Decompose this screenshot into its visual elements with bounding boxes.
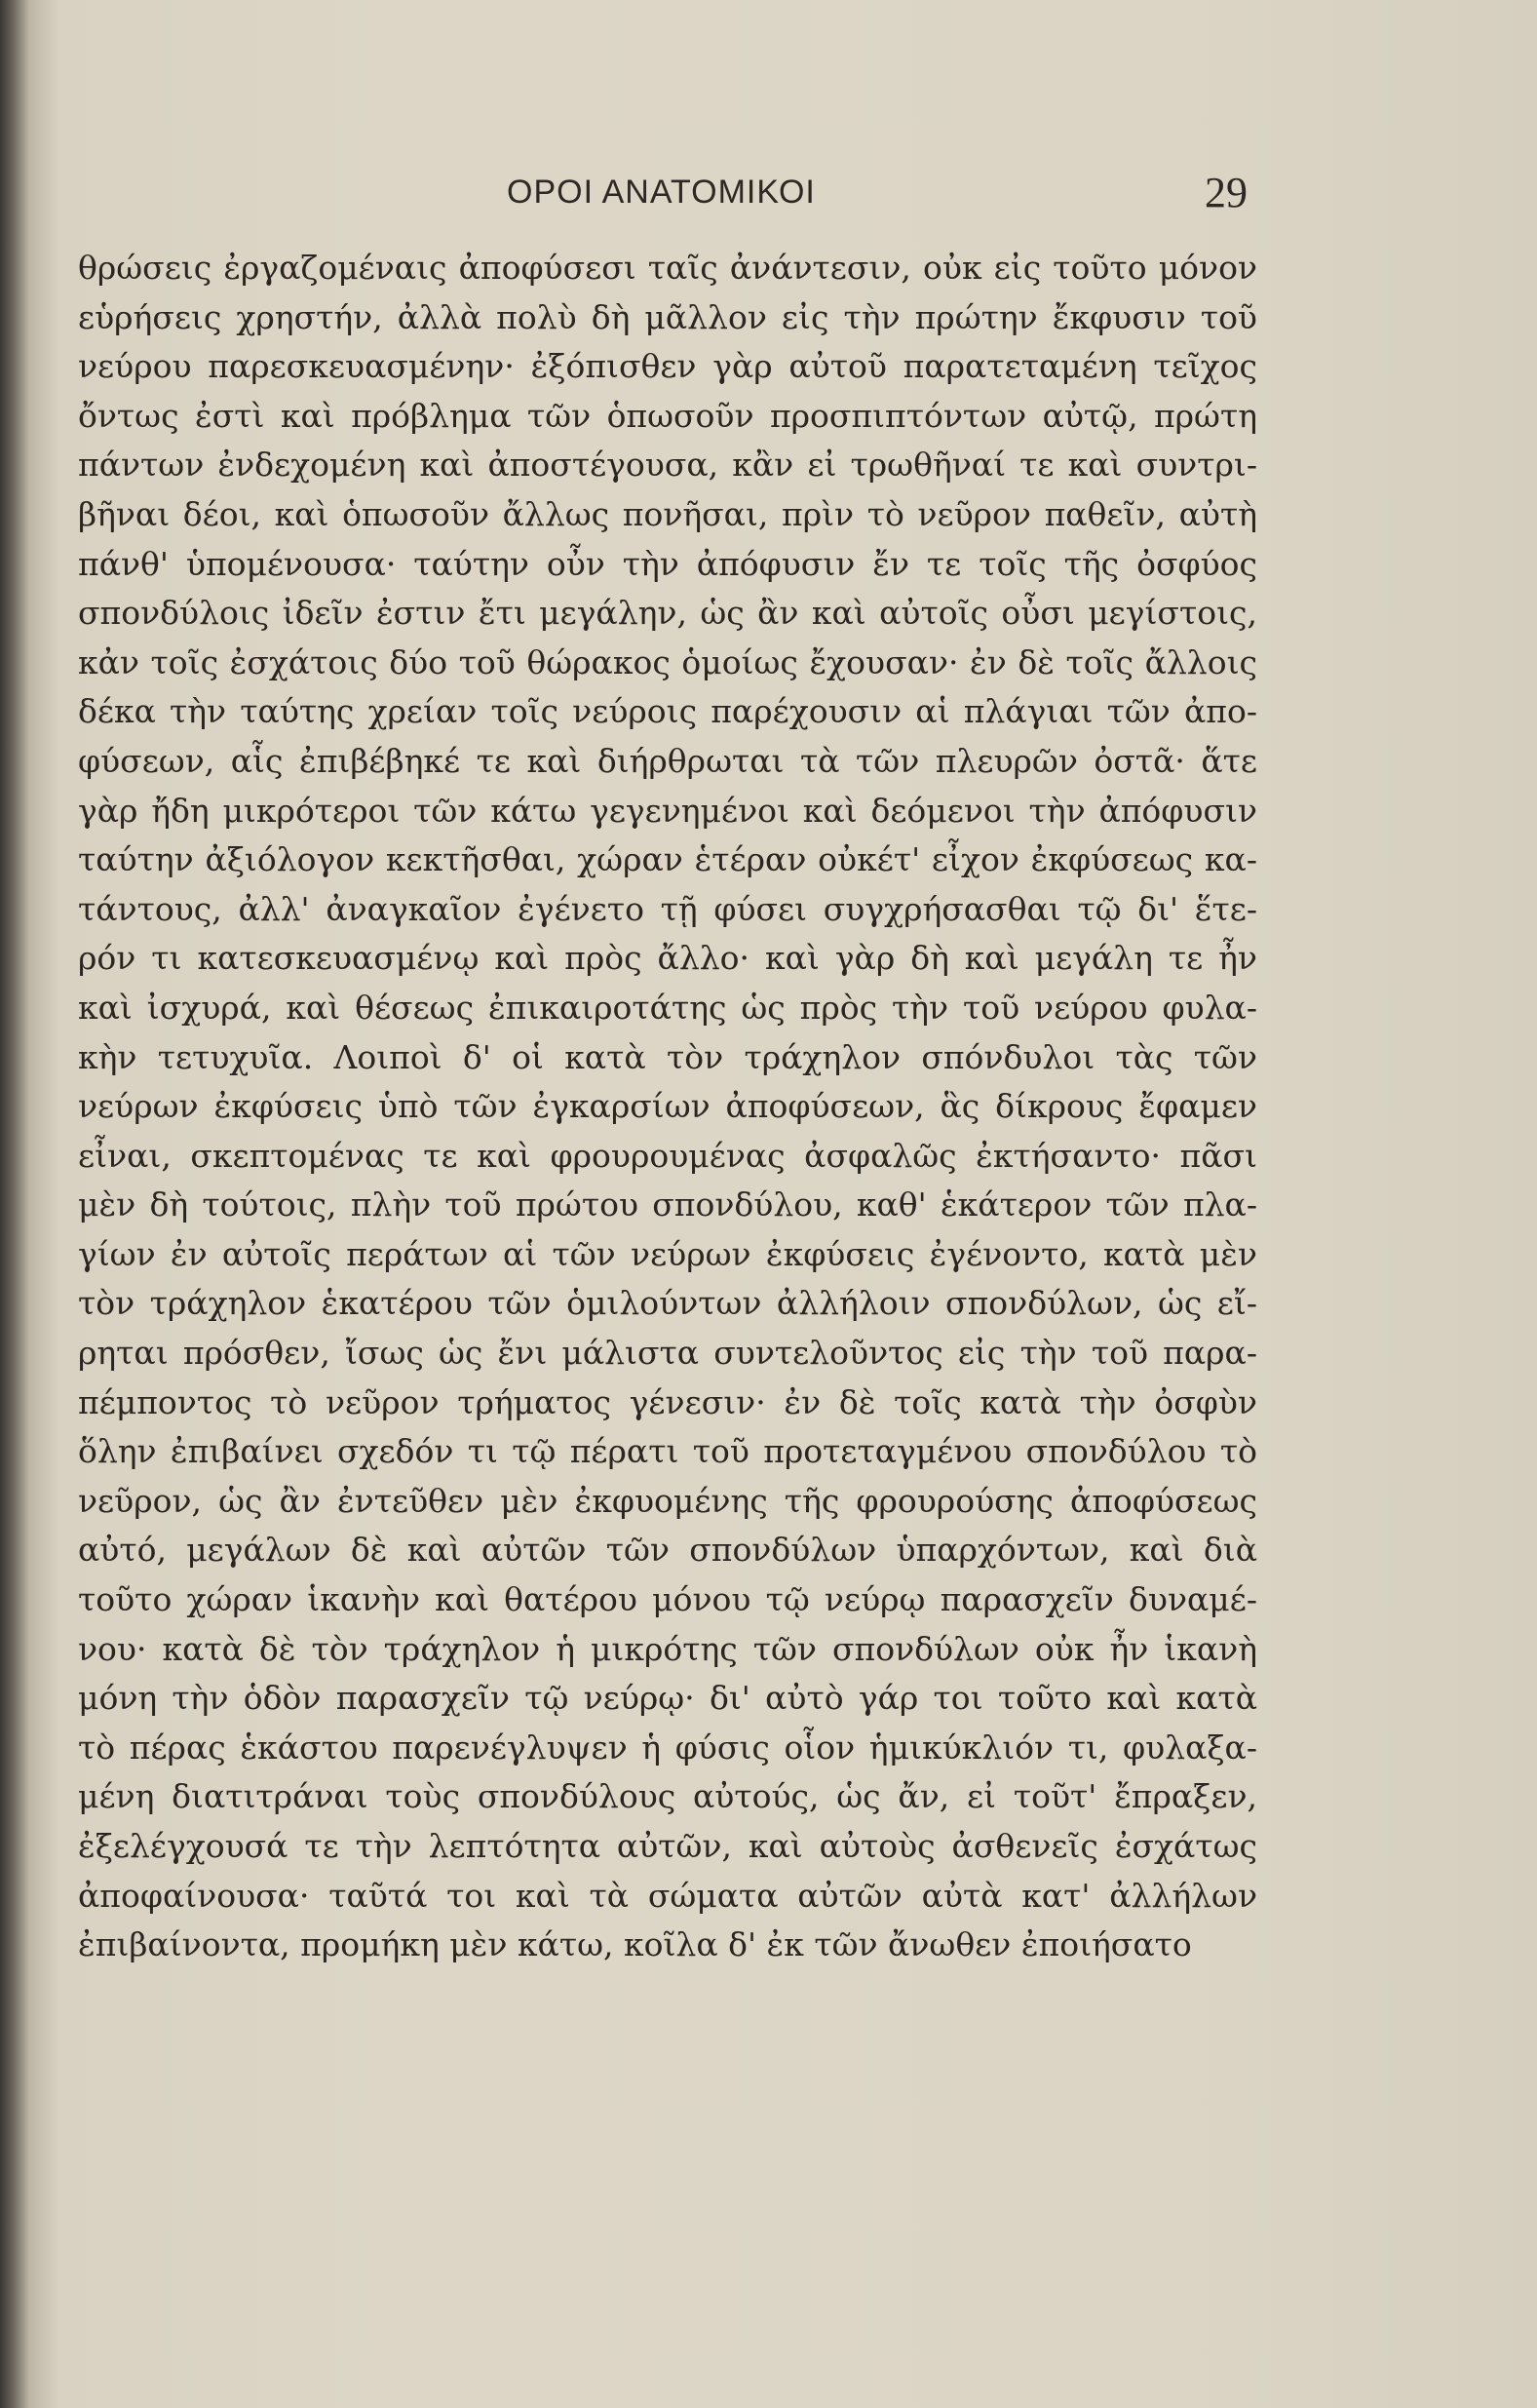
text-line: γὰρ ἤδη μικρότεροι τῶν κάτω γεγενημένοι καὶ δεόμενοι τὴν ἀπόφυσιν [78,791,1257,830]
text-line: τὸν τράχηλον ἑκατέρου τῶν ὁμιλούντων ἀλλήλοιν σπονδύλων, ὡς εἴ- [78,1284,1257,1323]
text-line: τάντους, ἀλλ' ἀναγκαῖον ἐγένετο τῇ φύσει συγχρήσασθαι τῷ δι' ἕτε- [78,889,1257,928]
text-line: τοῦτο χώραν ἱκανὴν καὶ θατέρου μόνου τῷ νεύρῳ παρασχεῖν δυναμέ- [78,1580,1257,1619]
body-text [78,244,1257,1970]
text-line: μὲν δὴ τούτοις, πλὴν τοῦ πρώτου σπονδύλου, καθ' ἑκάτερον τῶν πλα- [78,1185,1257,1224]
text-line: θρώσεις ἐργαζομέναις ἀποφύσεσι ταῖς ἀνάντεσιν, οὐκ εἰς τοῦτο μόνον [78,249,1257,287]
text-line: πάντων ἐνδεχομένη καὶ ἀποστέγουσα, κἂν εἰ τρωθῆναί τε καὶ συντρι- [78,446,1257,485]
text-line: αὐτό, μεγάλων δὲ καὶ αὐτῶν τῶν σπονδύλων ὑπαρχόντων, καὶ διὰ [78,1531,1257,1570]
text-line: μένη διατιτράναι τοὺς σπονδύλους αὐτούς, ὡς ἄν, εἰ τοῦτ' ἔπραξεν, [78,1777,1257,1816]
text-line: τὸ πέρας ἑκάστου παρενέγλυψεν ἡ φύσις οἷον ἡμικύκλιόν τι, φυλαξα- [78,1728,1257,1767]
text-line: εὑρήσεις χρηστήν, ἀλλὰ πολὺ δὴ μᾶλλον εἰς τὴν πρώτην ἔκφυσιν τοῦ [78,297,1257,336]
text-line: ρηται πρόσθεν, ἴσως ὡς ἔνι μάλιστα συντελοῦντος εἰς τὴν τοῦ παρα- [78,1334,1257,1373]
text-line: καὶ ἰσχυρά, καὶ θέσεως ἐπικαιροτάτης ὡς πρὸς τὴν τοῦ νεύρου φυλα- [78,988,1257,1027]
text-line: ρόν τι κατεσκευασμένῳ καὶ πρὸς ἄλλο· καὶ γὰρ δὴ καὶ μεγάλη τε ἦν [78,939,1257,978]
text-line: εἶναι, σκεπτομένας τε καὶ φρουρουμένας ἀσφαλῶς ἐκτήσαντο· πᾶσι [78,1136,1257,1175]
text-line: ἀποφαίνουσα· ταῦτά τοι καὶ τὰ σώματα αὐτῶν αὐτὰ κατ' ἀλλήλων [78,1876,1257,1915]
text-line: ἐξελέγχουσά τε τὴν λεπτότητα αὐτῶν, καὶ αὐτοὺς ἀσθενεῖς ἐσχάτως [78,1827,1257,1865]
text-line: ἐπιβαίνοντα, προμήκη μὲν κάτω, κοῖλα δ' ἐκ τῶν ἄνωθεν ἐποιήσατο [78,1925,1192,1964]
running-head [0,169,1537,232]
text-line: μόνη τὴν ὁδὸν παρασχεῖν τῷ νεύρῳ· δι' αὐτὸ γάρ τοι τοῦτο καὶ κατὰ [78,1679,1257,1718]
text-line: γίων ἐν αὐτοῖς περάτων αἱ τῶν νεύρων ἐκφύσεις ἐγένοντο, κατὰ μὲν [78,1234,1257,1273]
running-title: ΟΡΟΙ ΑΝΑΤΟΜΙΚΟΙ [507,174,816,211]
text-line: σπονδύλοις ἰδεῖν ἐστιν ἔτι μεγάλην, ὡς ἂν καὶ αὐτοῖς οὖσι μεγίστοις, [78,594,1257,633]
text-line: νεύρου παρεσκευασμένην· ἐξόπισθεν γὰρ αὐτοῦ παρατεταμένη τεῖχος [78,347,1257,386]
text-line: ὅλην ἐπιβαίνει σχεδόν τι τῷ πέρατι τοῦ προτεταγμένου σπονδύλου τὸ [78,1432,1257,1471]
text-line: κὴν τετυχυῖα. Λοιποὶ δ' οἱ κατὰ τὸν τράχηλον σπόνδυλοι τὰς τῶν [78,1037,1257,1076]
text-line: φύσεων, αἷς ἐπιβέβηκέ τε καὶ διήρθρωται τὰ τῶν πλευρῶν ὀστᾶ· ἅτε [78,741,1257,780]
page-number: 29 [1205,169,1248,216]
text-line: βῆναι δέοι, καὶ ὁπωσοῦν ἄλλως πονῆσαι, πρὶν τὸ νεῦρον παθεῖν, αὐτὴ [78,494,1257,533]
text-line: νεύρων ἐκφύσεις ὑπὸ τῶν ἐγκαρσίων ἀποφύσεων, ἃς δίκρους ἔφαμεν [78,1087,1257,1126]
text-line: ὄντως ἐστὶ καὶ πρόβλημα τῶν ὁπωσοῦν προσπιπτόντων αὐτῷ, πρώτη [78,396,1257,435]
text-line: νεῦρον, ὡς ἂν ἐντεῦθεν μὲν ἐκφυομένης τῆς φρουρούσης ἀποφύσεως [78,1481,1257,1520]
text-line: κἀν τοῖς ἐσχάτοις δύο τοῦ θώρακος ὁμοίως ἔχουσαν· ἐν δὲ τοῖς ἄλλοις [78,642,1257,681]
text-line: νου· κατὰ δὲ τὸν τράχηλον ἡ μικρότης τῶν σπονδύλων οὐκ ἦν ἱκανὴ [78,1629,1257,1668]
text-line: πέμποντος τὸ νεῦρον τρήματος γένεσιν· ἐν δὲ τοῖς κατὰ τὴν ὀσφὺν [78,1382,1257,1421]
text-line: ταύτην ἀξιόλογον κεκτῆσθαι, χώραν ἑτέραν οὐκέτ' εἶχον ἐκφύσεως κα- [78,840,1257,879]
text-line: δέκα τὴν ταύτης χρείαν τοῖς νεύροις παρέχουσιν αἱ πλάγιαι τῶν ἀπο- [78,692,1257,731]
text-line: πάνθ' ὑπομένουσα· ταύτην οὖν τὴν ἀπόφυσιν ἔν τε τοῖς τῆς ὀσφύος [78,544,1257,583]
